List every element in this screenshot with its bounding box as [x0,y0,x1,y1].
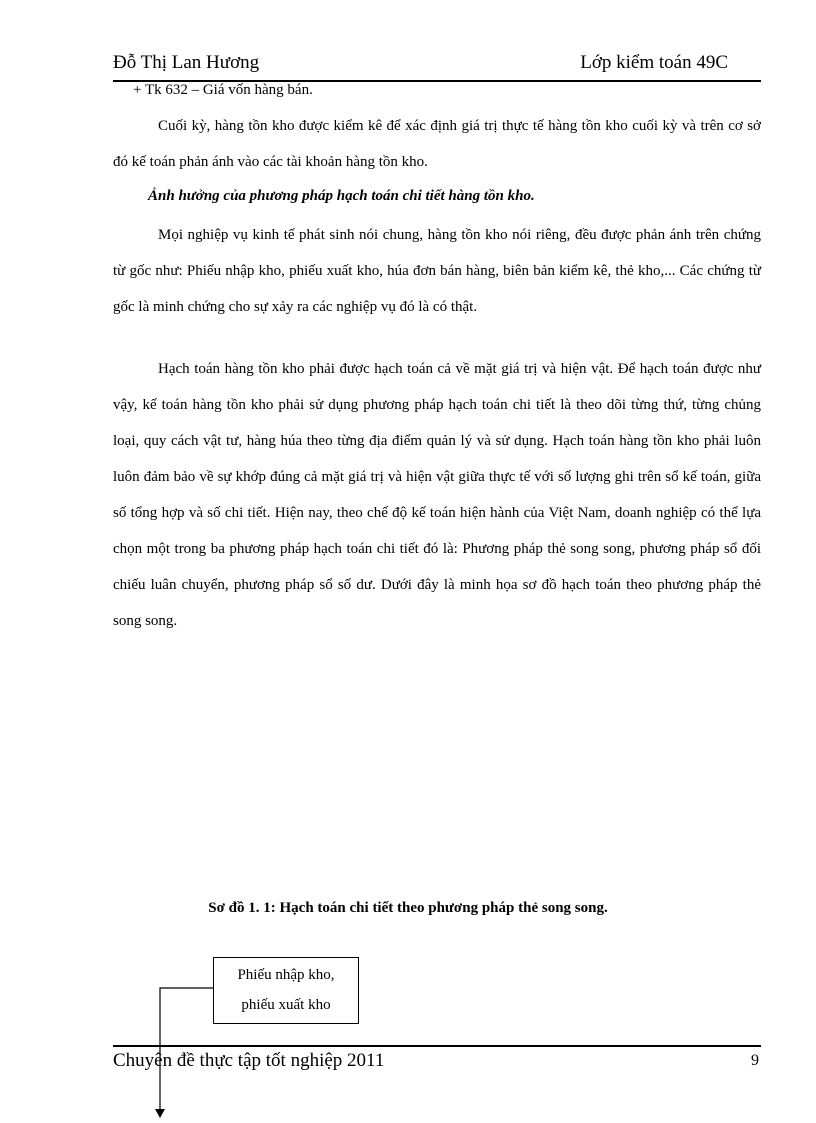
diagram-title: Sơ đồ 1. 1: Hạch toán chi tiết theo phương pháp thẻ song song. [208,900,608,916]
footer-label: Chuyên đề thực tập tốt nghiệp 2011 [113,1050,385,1071]
page-number: 9 [751,1052,759,1069]
footer-divider [113,1045,761,1047]
header-class: Lớp kiểm toán 49C [580,52,728,73]
paragraph-3-text: Hạch toán hàng tồn kho phải được hạch toán cả về mặt giá trị và hiện vật. Để hạch toán được như vậy, kế toán hàng tồn kho phải sử dụng phương pháp hạch toán chi tiết là theo dõi từng thứ, từng chủng loại, quy cách vật tư, hàng húa theo từng địa điểm quản lý và sử dụng. Hạch toán hàng tồn kho phải luôn luôn đảm bảo về sự khớp đúng cả mặt giá trị và hiện vật giữa thực tế với số lượng ghi trên sổ kế toán, giữa số tổng hợp và số chi tiết. Hiện nay, theo chế độ kế toán hiện hành của Việt Nam, doanh nghiệp có thể lựa chọn một trong ba phương pháp hạch toán chi tiết đó là: Phương pháp thẻ song song, phương pháp sổ đối chiếu luân chuyển, phương pháp sổ số dư. Dưới đây là minh họa sơ đồ hạch toán theo phương pháp thẻ song song. [113,361,761,629]
header-author: Đỗ Thị Lan Hương [113,52,260,73]
account-line: + Tk 632 – Giá vốn hàng bán. [133,82,313,98]
paragraph-1-text: Cuối kỳ, hàng tồn kho được kiểm kê để xác định giá trị thực tế hàng tồn kho cuối kỳ và trên cơ sở đó kế toán phản ánh vào các tài khoản hàng tồn kho. [113,118,761,170]
paragraph-2-text: Mọi nghiệp vụ kinh tế phát sinh nói chung, hàng tồn kho nói riêng, đều được phản ánh trên chứng từ gốc như: Phiếu nhập kho, phiếu xuất kho, húa đơn bán hàng, biên bản kiểm kê, thẻ kho,... Các chứng từ gốc là minh chứng cho sự xảy ra các nghiệp vụ đó là có thật. [113,227,761,315]
section-heading: Ảnh hưởng của phương pháp hạch toán chi tiết hàng tồn kho. [148,188,535,204]
diagram-box-line-1: Phiếu nhập kho, [237,967,335,983]
diagram-box-line-2: phiếu xuất kho [241,997,331,1013]
